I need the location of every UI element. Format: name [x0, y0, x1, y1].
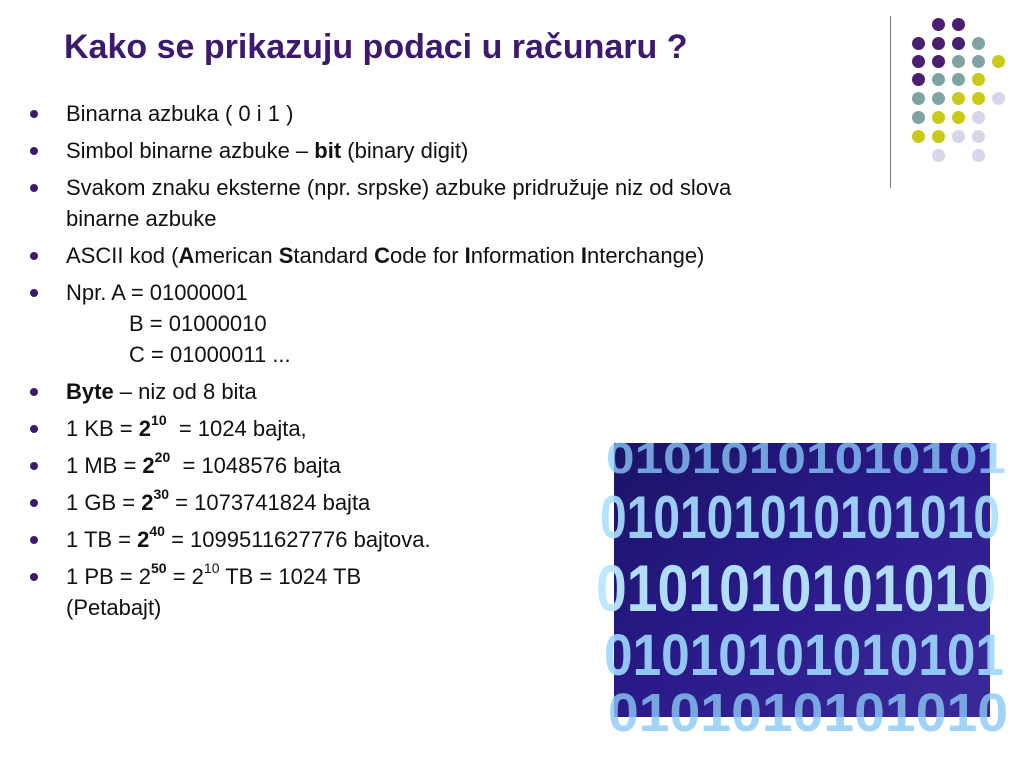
decorative-dot	[932, 18, 945, 31]
list-item: 1 PB = $2^{50} = 2^{10}$ TB = 1024 TB (Petabajt)	[0, 561, 1000, 623]
list-item: Svakom znaku eksterne (npr. srpske) azbuke pridružuje niz od slova binarne azbuke	[0, 172, 1000, 234]
decorative-dot	[932, 37, 945, 50]
binary-digit-row: 01010101010101	[604, 623, 1004, 688]
list-item: Binarna azbuka ( 0 i 1 )	[0, 98, 1000, 129]
list-item: ASCII kod (American Standard Code for Information Interchange)	[0, 240, 1000, 271]
decorative-dot	[952, 18, 965, 31]
decorative-dot	[972, 37, 985, 50]
list-item: 1 TB = $2^{40} = 1099511627776$ bajtova.	[0, 524, 1000, 555]
decorative-dot	[912, 55, 925, 68]
binary-digit-row: 01010101010101	[606, 434, 1006, 483]
decorative-dot	[932, 73, 945, 86]
decorative-dot	[912, 73, 925, 86]
binary-digits-graphic	[596, 434, 1008, 743]
decorative-dot	[972, 73, 985, 86]
list-item: 1 GB = $2^{30} = 1073741824$ bajta	[0, 487, 1000, 518]
decorative-dot	[992, 55, 1005, 68]
list-item: Npr. A = 01000001 B = 01000010 C = 01000011 ...	[0, 277, 1000, 370]
list-item: 1 KB = $2^{10} = 1024$ bajta,	[0, 413, 1000, 444]
decorative-dot	[952, 55, 965, 68]
list-item: 1 MB = $2^{20} = 1048576$ bajta	[0, 450, 1000, 481]
decorative-dot	[912, 37, 925, 50]
binary-digits-image	[596, 434, 1008, 743]
slide-title: Kako se prikazuju podaci u računaru ?	[64, 28, 688, 66]
list-item: Simbol binarne azbuke – bit (binary digit)	[0, 135, 1000, 166]
binary-digit-row: 0101010101010	[596, 551, 996, 625]
binary-digit-row: 010101010101010	[600, 484, 1000, 551]
decorative-dot	[932, 55, 945, 68]
decorative-dot	[952, 37, 965, 50]
decorative-dot	[972, 55, 985, 68]
binary-digit-row: 0101010101010	[608, 683, 1008, 743]
list-item: Byte – niz od 8 bita	[0, 376, 1000, 407]
decorative-dot	[952, 73, 965, 86]
